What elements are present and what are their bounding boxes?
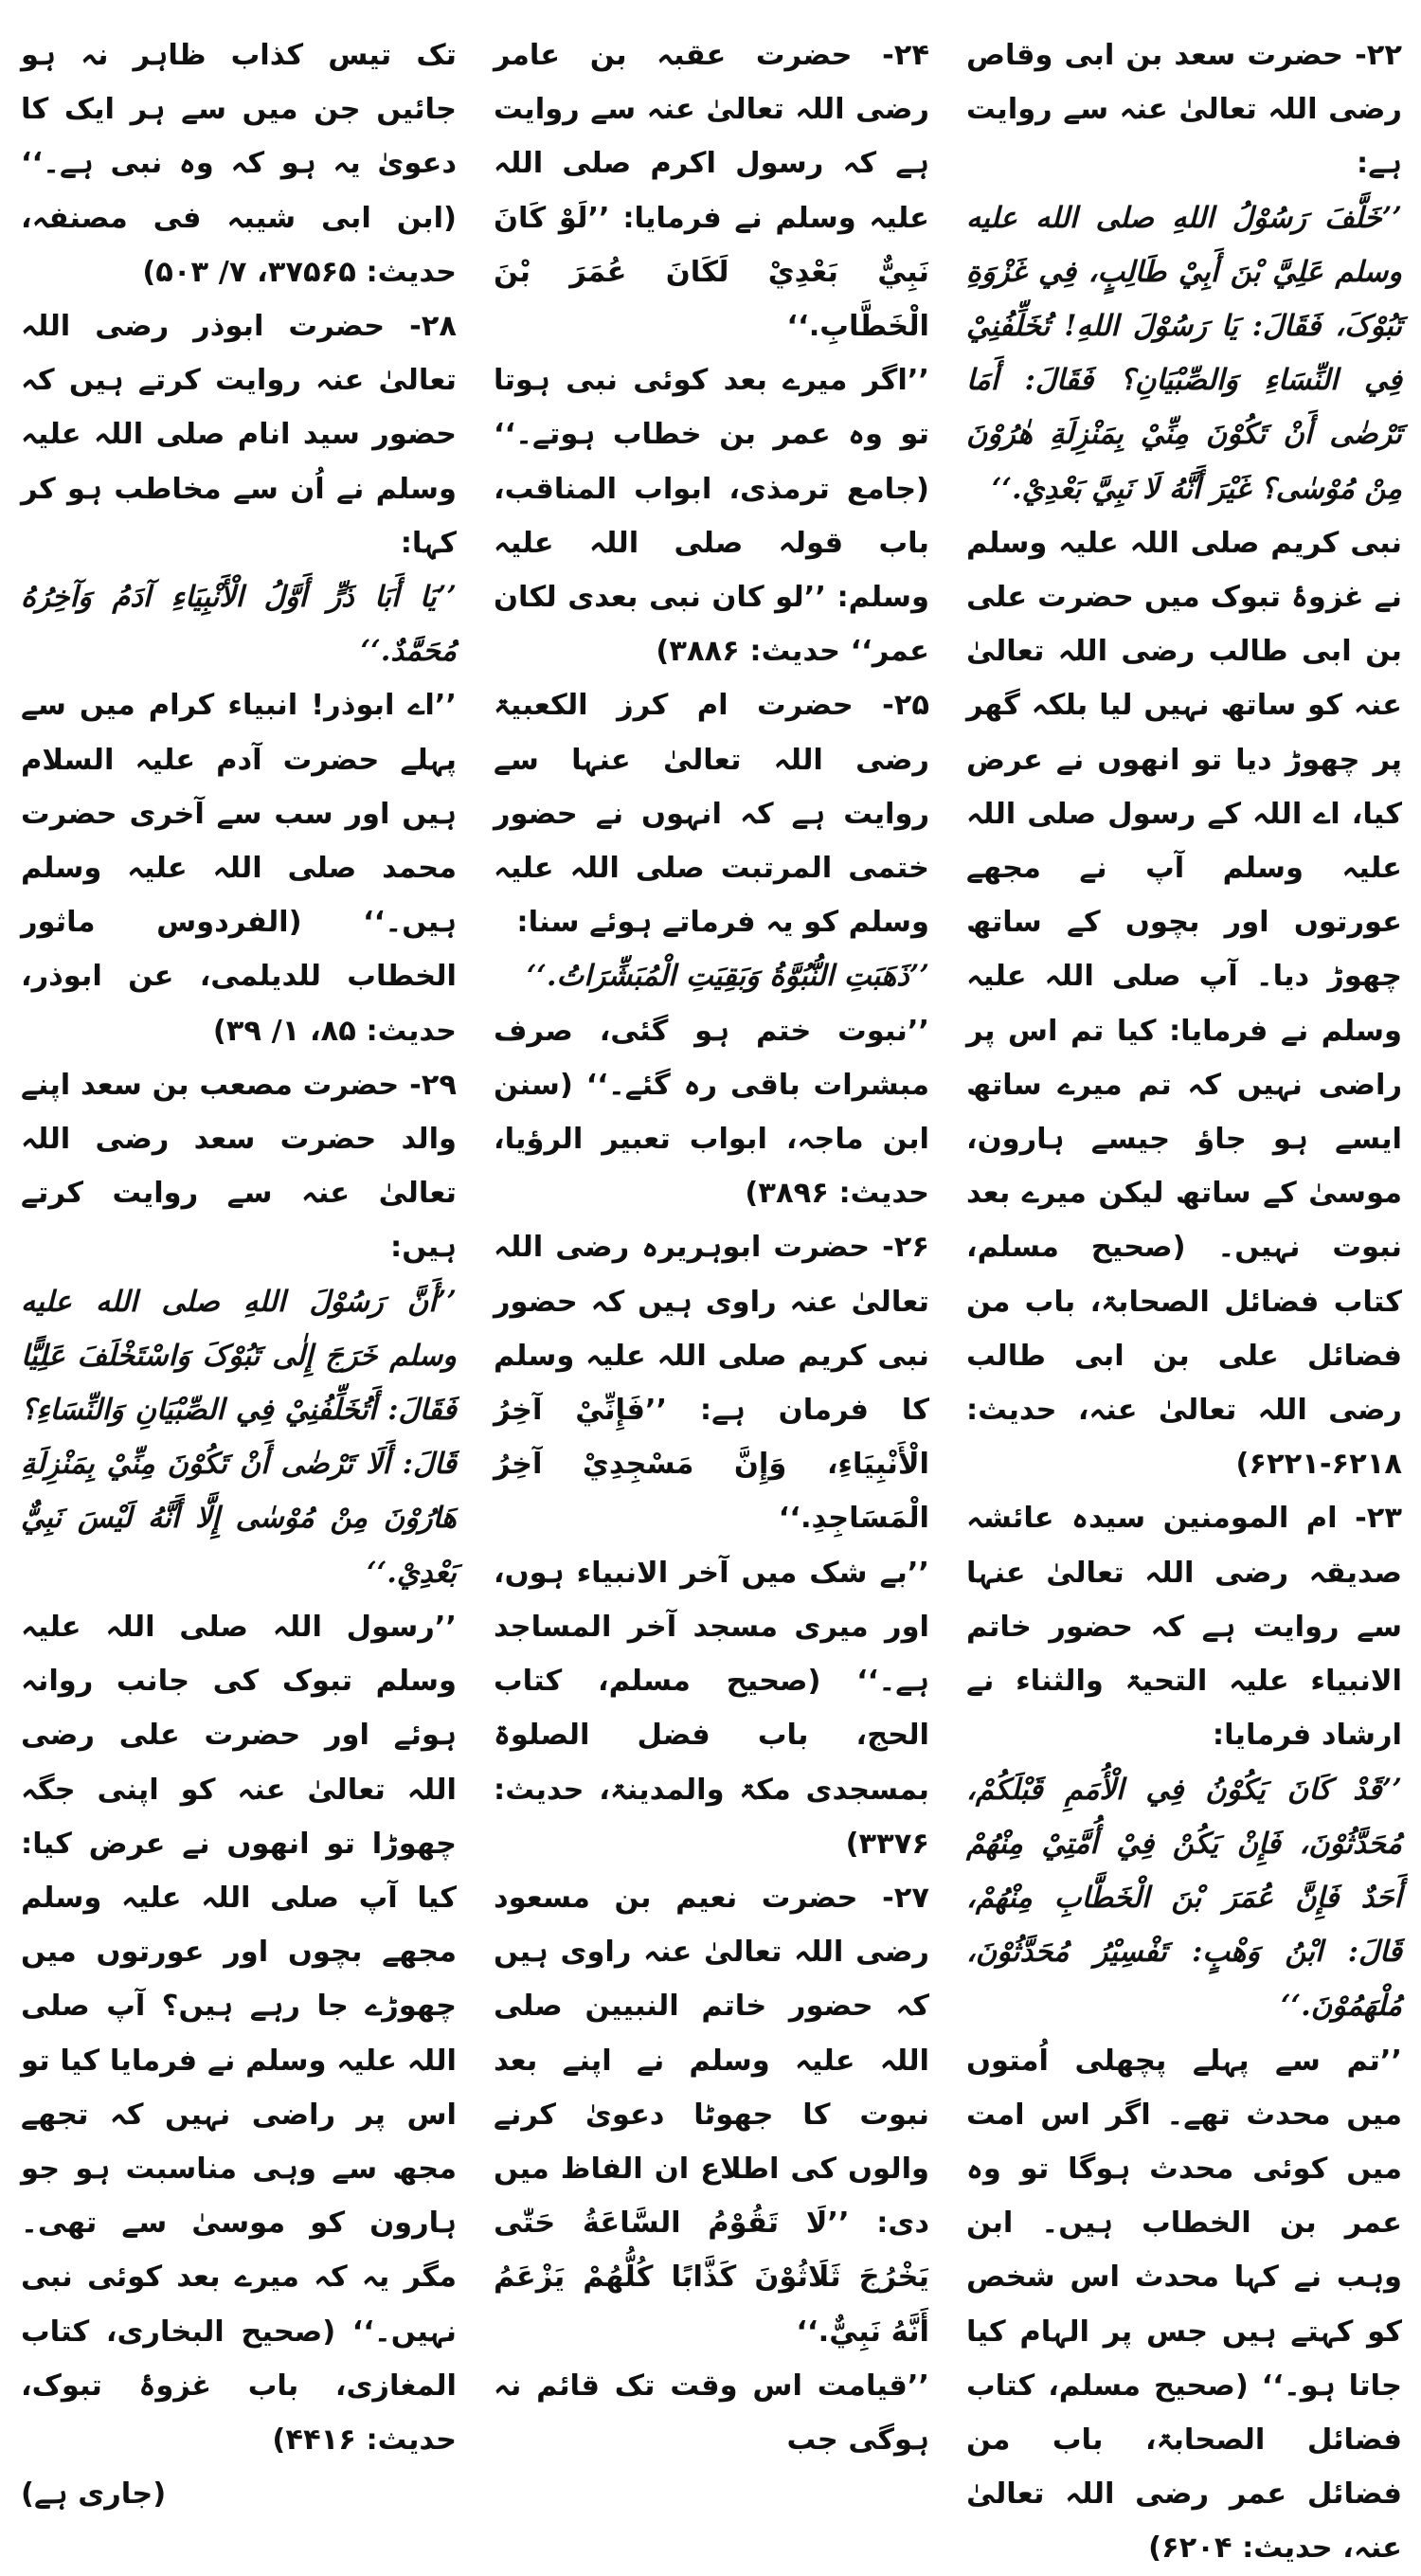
paragraph: ۲۸- حضرت ابوذر رضی اللہ تعالیٰ عنہ روایت کرتے ہیں کہ حضور سید انام صلی اللہ علیہ وسلم نے اُن سے مخاطب ہو کر کہا: [21,310,457,560]
paragraph: ۲۵- حضرت ام کرز الکعبیۃ رضی اللہ تعالیٰ عنہا سے روایت ہے کہ انہوں نے حضور ختمی المرتبت صلی اللہ علیہ وسلم کو یہ فرماتے ہوئے سنا: [494,689,929,940]
paragraph: ’’اے ابوذر! انبیاء کرام میں سے پہلے حضرت آدم علیہ السلام ہیں اور سب سے آخری حضرت محمد صلی اللہ علیہ وسلم ہیں۔‘‘ (الفردوس ماثور الخطاب للدیلمی، عن ابوذر، حدیث: ۸۵، ۱/ ۳۹) [21,689,457,1048]
paragraph: ’’قیامت اس وقت تک قائم نہ ہوگی جب [494,2369,929,2457]
column-right [966,28,1402,2566]
arabic-quote: ’’قَدْ کَانَ یَکُوْنُ فِي الْأُمَمِ قَبْلَکُمْ، مُحَدَّثُوْنَ، فَإِنْ یَکُنْ فِيْ أُمَّتِيْ مِنْهُمْ أَحَدٌ فَإِنَّ عُمَرَ بْنَ الْخَطَّابِ مِنْهُمْ، قَالَ: ابْنُ وَهْبٍ: تَفْسِیْرُ مُحَدَّثُوْنَ، مُلْهَمُوْنَ.‘‘ [966,1772,1402,2024]
paragraph: ۲۹- حضرت مصعب بن سعد اپنے والد حضرت سعد رضی اللہ تعالیٰ عنہ سے روایت کرتے ہیں: [21,1068,457,1265]
paragraph: ’’تم سے پہلے پچھلی اُمتوں میں محدث تھے۔ اگر اس امت میں کوئی محدث ہوگا تو وہ عمر بن الخطاب ہیں۔ ابن وہب نے کہا محدث اس شخص کو کہتے ہیں جس پر الہام کیا جاتا ہو۔‘‘ (صحیح مسلم، کتاب فضائل الصحابۃ، باب من فضائل عمر رضی اللہ تعالیٰ عنہ، حدیث: ۶۲۰۴) [966,2044,1402,2566]
paragraph: تک تیس کذاب ظاہر نہ ہو جائیں جن میں سے ہر ایک کا دعویٰ یہ ہو کہ وہ نبی ہے۔‘‘ (ابن ابی شیبہ فی مصنفہ، حدیث: ۳۷۵۶۵، ۷/ ۵۰۳) [21,39,457,289]
column-middle [494,28,929,2457]
paragraph: ۲۴- حضرت عقبہ بن عامر رضی اللہ تعالیٰ عنہ سے روایت ہے کہ رسول اکرم صلی اللہ علیہ وسلم نے فرمایا: ’’لَوْ کَانَ نَبِيٌّ بَعْدِيْ لَکَانَ عُمَرَ بْنَ الْخَطَّابِ.‘‘ [494,39,929,344]
paragraph: ’’بے شک میں آخر الانبیاء ہوں، اور میری مسجد آخر المساجد ہے۔‘‘ (صحیح مسلم، کتاب الحج، باب فضل الصلوۃ بمسجدی مکۃ والمدینۃ، حدیث: ۳۳۷۶) [494,1556,929,1861]
paragraph: ’’نبوت ختم ہو گئی، صرف مبشرات باقی رہ گئے۔‘‘ (سنن ابن ماجہ، ابواب تعبیر الرؤیا، حدیث: ۳۸۹۶) [494,1014,929,1211]
arabic-quote: ’’یَا أَبَا ذَرٍّ أَوَّلُ الْأَنْبِیَاءِ آدَمُ وَآخِرُهُ مُحَمَّدٌ.‘‘ [21,580,457,669]
column-left [21,28,457,2512]
arabic-quote: ’’خَلَّفَ رَسُوْلُ اللهِ صلی الله علیه وسلم عَلِيَّ بْنَ أَبِيْ طَالِبٍ، فِي غَزْوَةِ تَبُوْکَ، فَقَالَ: یَا رَسُوْلَ اللهِ! تُخَلِّفُنِيْ فِي النِّسَاءِ وَالصِّبْیَانِ؟ فَقَالَ: أَمَا تَرْضٰی أَنْ تَکُوْنَ مِنِّيْ بِمَنْزِلَةِ هٰرُوْنَ مِنْ مُوْسٰی؟ غَيْرَ أَنَّهُ لَا نَبِيَّ بَعْدِيْ.‘‘ [966,200,1402,506]
paragraph: ’’رسول اللہ صلی اللہ علیہ وسلم تبوک کی جانب روانہ ہوئے اور حضرت علی رضی اللہ تعالیٰ عنہ کو اپنی جگہ چھوڑا تو انھوں نے عرض کیا: کیا آپ صلی اللہ علیہ وسلم مجھے بچوں اور عورتوں میں چھوڑے جا رہے ہیں؟ آپ صلی اللہ علیہ وسلم نے فرمایا کیا تو اس پر راضی نہیں کہ تجھے مجھ سے وہی مناسبت ہو جو ہارون کو موسیٰ سے تھی۔ مگر یہ کہ میرے بعد کوئی نبی نہیں۔‘‘ (صحیح البخاری، کتاب المغازی، باب غزوۂ تبوک، حدیث: ۴۴۱۶) [21,1610,457,2457]
continued-note: (جاری ہے) [21,2477,167,2512]
paragraph: نبی کریم صلی اللہ علیہ وسلم نے غزوۂ تبوک میں حضرت علی بن ابی طالب رضی اللہ تعالیٰ عنہ کو ساتھ نہیں لیا بلکہ گھر پر چھوڑ دیا تو انھوں نے عرض کیا، اے اللہ کے رسول صلی اللہ علیہ وسلم آپ نے مجھے عورتوں اور بچوں کے ساتھ چھوڑ دیا۔ آپ صلی اللہ علیہ وسلم نے فرمایا: کیا تم اس پر راضی نہیں کہ تم میرے ساتھ ایسے ہو جاؤ جیسے ہارون، موسیٰ کے ساتھ لیکن میرے بعد نبوت نہیں۔ (صحیح مسلم، کتاب فضائل الصحابۃ، باب من فضائل علی بن ابی طالب رضی اللہ تعالیٰ عنہ، حدیث: ۶۲۱۸-۶۲۲۱) [966,526,1402,1482]
paragraph: ۲۳- ام المومنین سیدہ عائشہ صدیقہ رضی اللہ تعالیٰ عنہا سے روایت ہے کہ حضور خاتم الانبیاء علیہ التحیۃ والثناء نے ارشاد فرمایا: [966,1502,1402,1753]
arabic-quote: ’’أَنَّ رَسُوْلَ اللهِ صلی الله علیه وسلم خَرَجَ إِلٰی تَبُوْکَ وَاسْتَخْلَفَ عَلِیًّا فَقَالَ: أَتُخَلِّفُنِيْ فِي الصِّبْیَانِ وَالنِّسَاءِ؟ قَالَ: أَلَا تَرْضٰی أَنْ تَکُوْنَ مِنِّيْ بِمَنْزِلَةِ هَارُوْنَ مِنْ مُوْسٰی إِلَّا أَنَّهُ لَیْسَ نَبِيٌّ بَعْدِيْ.‘‘ [21,1284,457,1590]
arabic-quote: ’’ذَهَبَتِ النُّبُوَّةُ وَبَقِیَتِ الْمُبَشِّرَاتُ.‘‘ [526,959,929,994]
paragraph: ۲۶- حضرت ابوہریرہ رضی اللہ تعالیٰ عنہ راوی ہیں کہ حضور نبی کریم صلی اللہ علیہ وسلم کا فرمان ہے: ’’فَإِنِّيْ آخِرُ الْأَنْبِیَاءِ، وَإِنَّ مَسْجِدِيْ آخِرُ الْمَسَاجِدِ.‘‘ [494,1231,929,1536]
paragraph: ۲۷- حضرت نعیم بن مسعود رضی اللہ تعالیٰ عنہ راوی ہیں کہ حضور خاتم النبیین صلی اللہ علیہ وسلم نے اپنے بعد نبوت کا جھوٹا دعویٰ کرنے والوں کی اطلاع ان الفاظ میں دی: ’’لَا تَقُوْمُ السَّاعَةُ حَتّٰی یَخْرُجَ ثَلَاثُوْنَ کَذَّابًا کُلُّهُمْ یَزْعَمُ أَنَّهُ نَبِيٌّ.‘‘ [494,1881,929,2349]
paragraph: ’’اگر میرے بعد کوئی نبی ہوتا تو وہ عمر بن خطاب ہوتے۔‘‘ (جامع ترمذی، ابواب المناقب، باب قولہ صلی اللہ علیہ وسلم: ’’لو کان نبی بعدی لکان عمر‘‘ حدیث: ۳۸۸۶) [494,364,929,669]
paragraph: ۲۲- حضرت سعد بن ابی وقاص رضی اللہ تعالیٰ عنہ سے روایت ہے: [966,39,1402,181]
